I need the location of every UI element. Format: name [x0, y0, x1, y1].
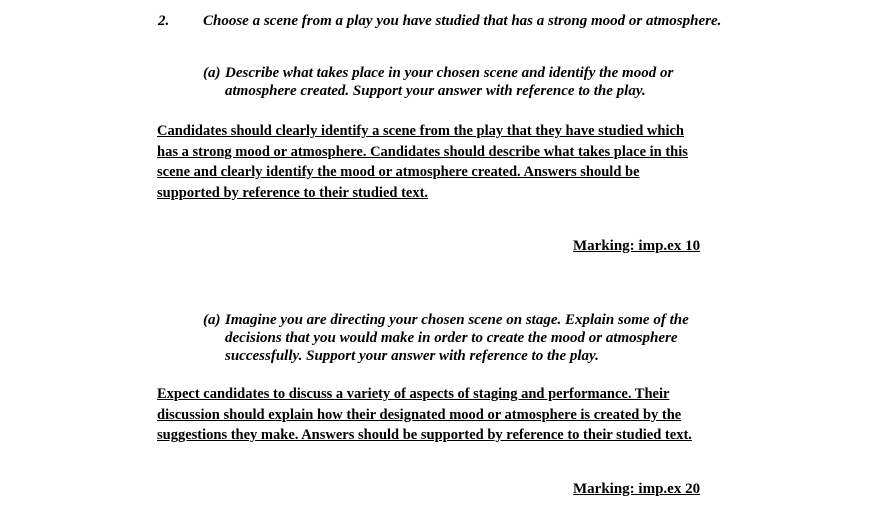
- question-number: 2.: [158, 13, 170, 29]
- guidance-a-line-1: Candidates should clearly identify a scene from the play that they have studied which: [157, 123, 684, 139]
- marking-guidance-a: [157, 121, 757, 203]
- marking-a: Marking: imp.ex 10: [573, 238, 701, 254]
- subquestion-b-line-1: Imagine you are directing your chosen scene on stage. Explain some of the: [225, 312, 689, 328]
- guidance-a-line-4: supported by reference to their studied text.: [157, 184, 429, 201]
- subquestion-b-line-2: decisions that you would make in order to create the mood or atmosphere: [225, 330, 678, 346]
- subquestion-b: [203, 311, 689, 365]
- guidance-b-line-3: suggestions they make. Answers should be supported by reference to their studied text.: [157, 427, 692, 443]
- subquestion-a: [203, 64, 673, 100]
- guidance-a-line-3: scene and clearly identify the mood or atmosphere created. Answers should be: [157, 164, 640, 180]
- question-text: Choose a scene from a play you have studied that has a strong mood or atmosphere.: [203, 13, 722, 29]
- guidance-b-line-2: discussion should explain how their designated mood or atmosphere is created by the: [157, 406, 682, 423]
- guidance-b-line-1: Expect candidates to discuss a variety of aspects of staging and performance. Their: [157, 386, 670, 402]
- subquestion-a-label: (a): [203, 65, 221, 81]
- subquestion-b-line-3: successfully. Support your answer with reference to the play.: [225, 348, 599, 364]
- marking-guidance-b: [157, 384, 757, 446]
- subquestion-b-label: (a): [203, 312, 221, 328]
- subquestion-a-line-1: Describe what takes place in your chosen scene and identify the mood or: [225, 65, 674, 81]
- subquestion-a-line-2: atmosphere created. Support your answer with reference to the play.: [225, 83, 646, 99]
- guidance-a-line-2: has a strong mood or atmosphere. Candidates should describe what takes place in this: [157, 143, 688, 160]
- marking-b: Marking: imp.ex 20: [573, 481, 701, 497]
